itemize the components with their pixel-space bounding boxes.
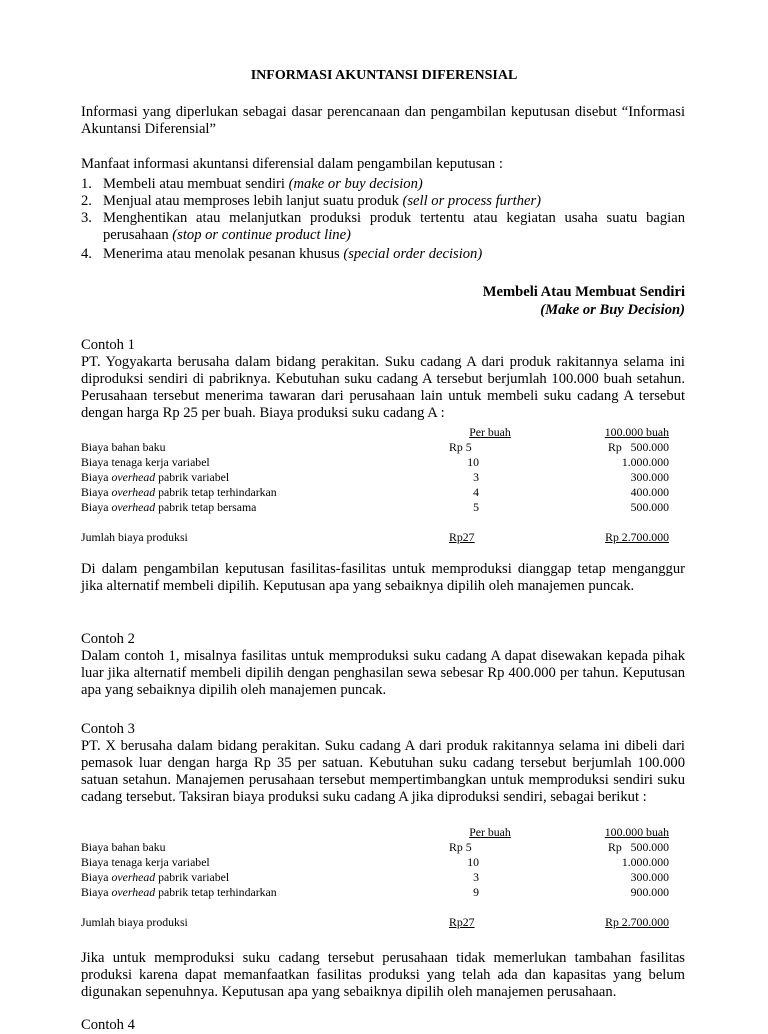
per-buah-value: Rp 5 [449,440,472,454]
row-label-rest: pabrik variabel [155,470,230,484]
per-buah-value: 10 [467,855,479,869]
row-label: Biaya tenaga kerja variabel [81,855,210,869]
table-row [81,470,669,485]
list-number: 3. [81,210,92,226]
contoh-4-label: Contoh 4 [81,1017,135,1033]
row-label: Biaya bahan baku [81,440,166,454]
total-value: Rp 500.000 [608,440,669,454]
row-label-italic: overhead [111,885,156,899]
table-row [81,440,669,455]
list-number: 4. [81,246,92,262]
total-value: 1.000.000 [621,455,669,469]
total-value: 500.000 [630,500,669,514]
column-header-total: 100.000 buah [604,425,669,439]
list-text: Menjual atau memproses lebih lanjut suatu produk [103,193,403,209]
total-value: Rp 500.000 [608,840,669,854]
page-title: INFORMASI AKUNTANSI DIFERENSIAL [250,68,518,83]
row-label-italic: overhead [111,485,156,499]
contoh-3-after: Jika untuk memproduksi suku cadang tersebut perusahaan tidak memerlukan tambahan fasilitas produksi karena dapat memanfaatkan fasilitas produksi yang telah ada dan kapasitas yang belum digunakan sepenuhnya. Keputusan apa yang sebaiknya dipilih oleh manajemen perusahaan. [81,950,685,1000]
contoh-1-label: Contoh 1 [81,337,135,353]
table-header-row [81,825,669,840]
section-heading: Membeli Atau Membuat Sendiri [482,284,685,300]
row-label: Biaya [81,485,112,499]
list-italic: (make or buy decision) [288,176,423,192]
total-per-buah: Rp27 [449,530,475,544]
section-subheading: (Make or Buy Decision) [540,302,685,318]
total-per-buah: Rp27 [449,915,475,929]
per-buah-value: 9 [473,885,479,899]
table-row [81,455,669,470]
total-label: Jumlah biaya produksi [81,915,188,929]
manfaat-heading: Manfaat informasi akuntansi diferensial dalam pengambilan keputusan : [81,156,503,172]
table-row [81,855,669,870]
contoh-1-text: PT. Yogyakarta berusaha dalam bidang perakitan. Suku cadang A dari produk rakitannya selama ini diproduksi sendiri di pabriknya. Kebutuhan suku cadang A tersebut berjumlah 100.000 buah setahun. Perusahaan tersebut menerima tawaran dari perusahaan lain untuk membeli suku cadang A tersebut dengan harga Rp 25 per buah. Biaya produksi suku cadang A : [81,354,685,421]
table-row [81,870,669,885]
column-header-per-buah: Per buah [469,425,511,439]
total-value: 1.000.000 [621,855,669,869]
row-label: Biaya [81,885,112,899]
total-value: 400.000 [630,485,669,499]
per-buah-value: 10 [467,455,479,469]
table-row [81,500,669,515]
column-header-per-buah: Per buah [469,825,511,839]
table-total-row [81,915,669,930]
table-header-row [81,425,669,440]
list-item [81,210,685,244]
row-label: Biaya tenaga kerja variabel [81,455,210,469]
row-label-rest: pabrik tetap terhindarkan [155,485,277,499]
row-label: Biaya [81,470,112,484]
table-row [81,885,669,900]
list-text: Menghentikan atau melanjutkan produksi produk tertentu atau kegiatan usaha suatu bagian perusahaan [103,210,685,243]
list-number: 2. [81,193,92,209]
list-italic: (sell or process further) [402,193,542,209]
table-row [81,840,669,855]
contoh-2-label: Contoh 2 [81,631,135,647]
list-number: 1. [81,176,92,192]
contoh-3-label: Contoh 3 [81,721,135,737]
row-label-rest: pabrik tetap terhindarkan [155,885,277,899]
per-buah-value: Rp 5 [449,840,472,854]
row-label: Biaya [81,500,112,514]
row-label-italic: overhead [111,870,156,884]
list-text: Menerima atau menolak pesanan khusus [103,246,344,262]
cost-table-3 [81,825,669,930]
row-label: Biaya bahan baku [81,840,166,854]
total-value: 900.000 [630,885,669,899]
list-item [81,193,685,210]
row-label-rest: pabrik variabel [155,870,230,884]
per-buah-value: 3 [473,870,479,884]
list-text: Membeli atau membuat sendiri [103,176,289,192]
list-italic: (stop or continue product line) [172,227,351,243]
contoh-3-text: PT. X berusaha dalam bidang perakitan. Suku cadang A dari produk rakitannya selama ini dibeli dari pemasok luar dengan harga Rp 35 per satuan. Kebutuhan suku cadang tersebut berjumlah 100.000 satuan setahun. Manajemen perusahaan tersebut mempertimbangkan untuk memproduksi sendiri suku cadang tersebut. Taksiran biaya produksi suku cadang A jika diproduksi sendiri, sebagai berikut : [81,738,685,805]
total-amount: Rp 2.700.000 [605,530,669,544]
list-item [81,246,685,263]
list-item [81,176,685,193]
table-row [81,485,669,500]
column-header-total: 100.000 buah [604,825,669,839]
total-label: Jumlah biaya produksi [81,530,188,544]
contoh-2-text: Dalam contoh 1, misalnya fasilitas untuk memproduksi suku cadang A dapat disewakan kepada pihak luar jika alternatif membeli dipilih dengan penghasilan sewa sebesar Rp 400.000 per tahun. Keputusan apa yang sebaiknya dipilih oleh manajemen puncak. [81,648,685,698]
per-buah-value: 4 [473,485,479,499]
total-amount: Rp 2.700.000 [605,915,669,929]
table-total-row [81,530,669,545]
intro-paragraph: Informasi yang diperlukan sebagai dasar perencanaan dan pengambilan keputusan disebut “Informasi Akuntansi Diferensial” [81,104,685,137]
total-value: 300.000 [630,470,669,484]
row-label-italic: overhead [111,500,156,514]
per-buah-value: 3 [473,470,479,484]
list-italic: (special order decision) [343,246,483,262]
cost-table-1 [81,425,669,545]
row-label-rest: pabrik tetap bersama [155,500,257,514]
row-label-italic: overhead [111,470,156,484]
total-value: 300.000 [630,870,669,884]
per-buah-value: 5 [473,500,479,514]
row-label: Biaya [81,870,112,884]
contoh-1-after: Di dalam pengambilan keputusan fasilitas-fasilitas untuk memproduksi dianggap tetap menganggur jika alternatif membeli dipilih. Keputusan apa yang sebaiknya dipilih oleh manajemen puncak. [81,561,685,594]
